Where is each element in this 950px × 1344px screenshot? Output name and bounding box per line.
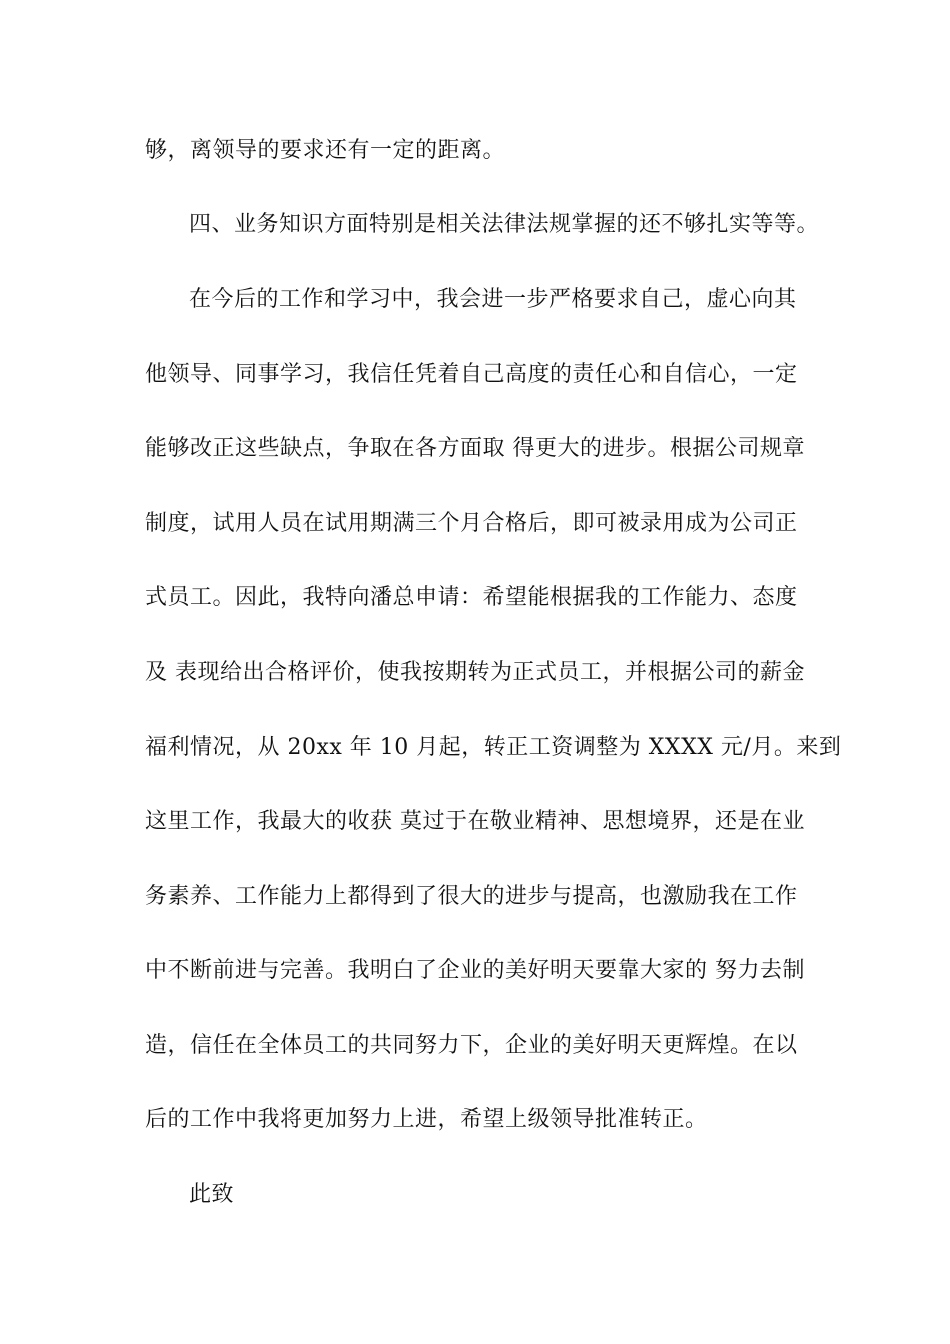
text-line-4: 他领导、同事学习，我信任凭着自己高度的责任心和自信心，一定 bbox=[145, 362, 798, 387]
text-line-13: 造，信任在全体员工的共同努力下，企业的美好明天更辉煌。在以 bbox=[145, 1033, 798, 1058]
closing-salutation: 此致 bbox=[189, 1182, 235, 1207]
text-line-11: 务素养、工作能力上都得到了很大的进步与提高，也激励我在工作 bbox=[145, 884, 798, 909]
text-line-5: 能够改正这些缺点，争取在各方面取 得更大的进步。根据公司规章 bbox=[145, 436, 805, 461]
text-line-10: 这里工作，我最大的收获 莫过于在敬业精神、思想境界，还是在业 bbox=[145, 809, 805, 834]
text-line-3: 在今后的工作和学习中，我会进一步严格要求自己，虚心向其 bbox=[189, 287, 797, 312]
text-line-9: 福利情况，从 20xx 年 10 月起，转正工资调整为 XXXX 元/月。来到 bbox=[145, 735, 842, 760]
text-line-14: 后的工作中我将更加努力上进，希望上级领导批准转正。 bbox=[145, 1107, 708, 1132]
text-line-8: 及 表现给出合格评价，使我按期转为正式员工，并根据公司的薪金 bbox=[145, 660, 805, 685]
text-line-7: 式员工。因此，我特向潘总申请：希望能根据我的工作能力、态度 bbox=[145, 585, 798, 610]
text-line-6: 制度，试用人员在试用期满三个月合格后，即可被录用成为公司正 bbox=[145, 511, 798, 536]
text-line-2: 四、业务知识方面特别是相关法律法规掌握的还不够扎实等等。 bbox=[189, 212, 820, 237]
text-line-1: 够，离领导的要求还有一定的距离。 bbox=[145, 138, 506, 163]
text-line-12: 中不断前进与完善。我明白了企业的美好明天要靠大家的 努力去制 bbox=[145, 958, 805, 983]
